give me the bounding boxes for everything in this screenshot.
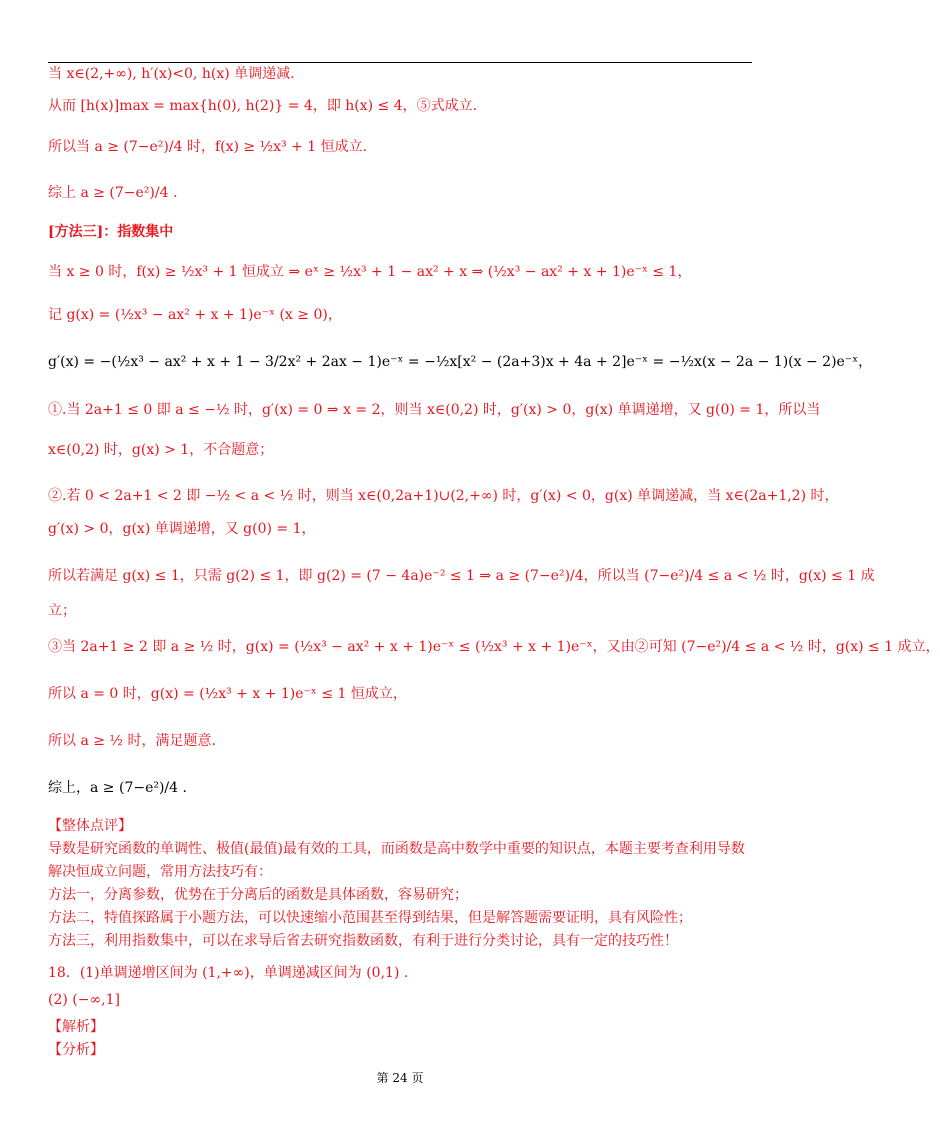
solution-line: 当 x ≥ 0 时，f(x) ≥ ½x³ + 1 恒成立 ⇒ eˣ ≥ ½x³ + 1 − ax² + x ⇒ (½x³ − ax² + x + 1)e⁻ˣ ≤ 1， [48, 264, 692, 280]
comment-line-1: 导数是研究函数的单调性、极值(最值)最有效的工具，而函数是高中数学中重要的知识点，本题主要考查利用导数解决恒成立问题，常用方法技巧有： [48, 841, 745, 880]
comment-line-2: 方法一，分离参数，优势在于分离后的函数是具体函数，容易研究； [48, 887, 468, 903]
comment-header: 【整体点评】 [48, 818, 132, 834]
solution-line: [方法三]：指数集中 [48, 224, 174, 240]
solution-line: 所以 a = 0 时，g(x) = (½x³ + x + 1)e⁻ˣ ≤ 1 恒成立， [48, 686, 407, 702]
solution-line: ②.若 0 < 2a+1 < 2 即 −½ < a < ½ 时，则当 x∈(0,2a+1)∪(2,+∞) 时，g′(x) < 0，g(x) 单调递减，当 x∈(2a+1,2) 时， [48, 488, 839, 504]
solution-line: ①.当 2a+1 ≤ 0 即 a ≤ −½ 时，g′(x) = 0 ⇒ x = 2，则当 x∈(0,2) 时，g′(x) > 0，g(x) 单调递增，又 g(0) = 1，所以当 [48, 402, 821, 418]
solution-line: 所以若满足 g(x) ≤ 1，只需 g(2) ≤ 1，即 g(2) = (7 − 4a)e⁻² ≤ 1 ⇒ a ≥ (7−e²)/4，所以当 (7−e²)/4 ≤ a < ½ 时，g(x) ≤ 1 成 [48, 568, 875, 584]
q18-answer-2: (2) (−∞,1] [48, 992, 120, 1008]
solution-line: g′(x) > 0，g(x) 单调递增，又 g(0) = 1， [48, 521, 316, 537]
solution-line: 综上 a ≥ (7−e²)/4 . [48, 185, 178, 201]
solution-line: 综上，a ≥ (7−e²)/4 . [48, 780, 187, 796]
comment-line-3: 方法二，特值探路属于小题方法，可以快速缩小范围甚至得到结果，但是解答题需要证明，具有风险性； [48, 910, 692, 926]
overall-comment [48, 815, 752, 953]
q18-fenxi: 【分析】 [48, 1042, 104, 1058]
solution-line: 所以 a ≥ ½ 时，满足题意. [48, 733, 216, 749]
solution-line: 记 g(x) = (½x³ − ax² + x + 1)e⁻ˣ (x ≥ 0)， [48, 307, 342, 323]
solution-line: 立； [48, 603, 76, 619]
solution-line: 当 x∈(2,+∞), h′(x)<0, h(x) 单调递减. [48, 66, 295, 82]
top-rule [48, 62, 752, 63]
page-number: 第 24 页 [376, 1071, 424, 1085]
solution-line: x∈(0,2) 时，g(x) > 1，不合题意； [48, 442, 274, 458]
solution-line: g′(x) = −(½x³ − ax² + x + 1 − 3/2x² + 2ax − 1)e⁻ˣ = −½x[x² − (2a+3)x + 4a + 2]e⁻ˣ = −½x(x − 2a − 1)(x − 2)e⁻ˣ， [48, 354, 873, 370]
solution-line: 所以当 a ≥ (7−e²)/4 时，f(x) ≥ ½x³ + 1 恒成立. [48, 139, 368, 155]
question-18 [48, 962, 752, 1062]
solution-line: 从而 [h(x)]max = max{h(0), h(2)} = 4，即 h(x) ≤ 4，⑤式成立. [48, 98, 478, 114]
q18-answer-1: 18．(1)单调递增区间为 (1,+∞)，单调递减区间为 (0,1) . [48, 965, 409, 981]
q18-jiexi: 【解析】 [48, 1019, 104, 1035]
comment-line-4: 方法三，利用指数集中，可以在求导后省去研究指数函数，有利于进行分类讨论，具有一定的技巧性！ [48, 933, 678, 949]
solution-line: ③当 2a+1 ≥ 2 即 a ≥ ½ 时，g(x) = (½x³ − ax² + x + 1)e⁻ˣ ≤ (½x³ + x + 1)e⁻ˣ，又由②可知 (7−e²)/4 ≤ a < ½ 时，g(x) ≤ 1 成立， [48, 639, 940, 655]
